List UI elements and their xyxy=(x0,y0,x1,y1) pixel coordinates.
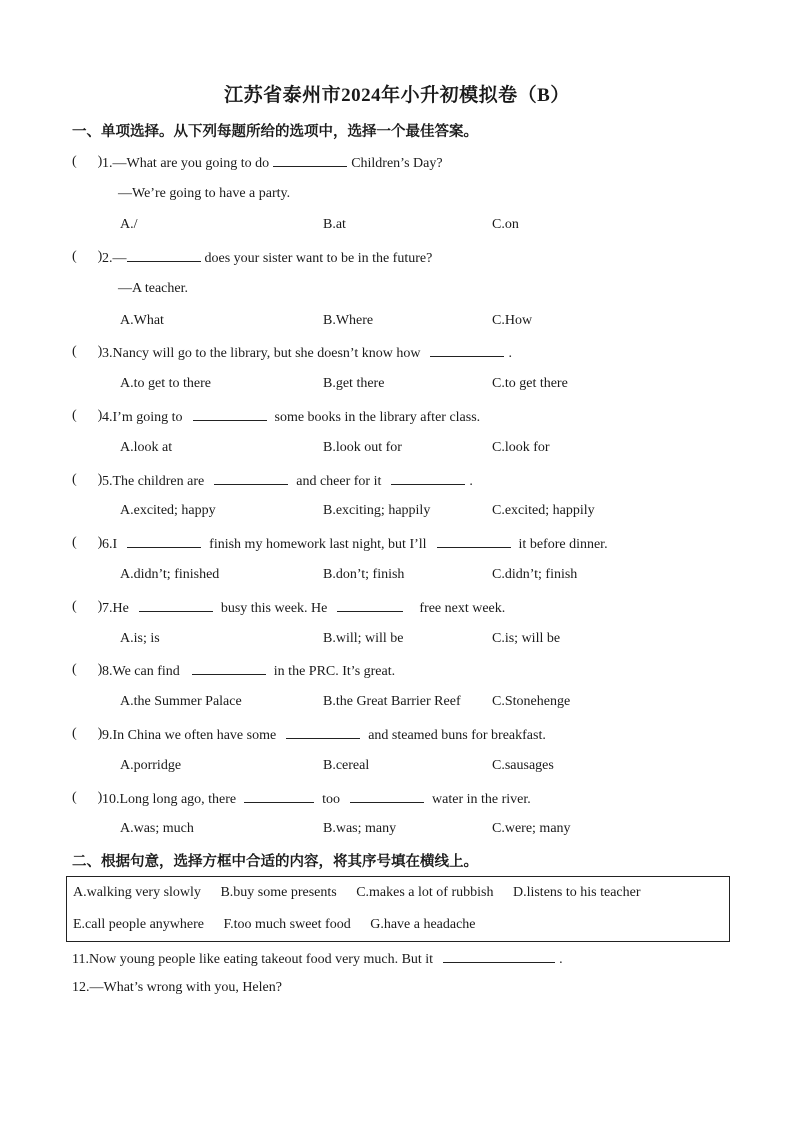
answer-paren[interactable]: ( ) xyxy=(72,790,103,805)
fill-blank[interactable] xyxy=(193,406,267,421)
fill-blank[interactable] xyxy=(350,788,424,803)
option-c: C.to get there xyxy=(492,376,568,391)
fill-blank[interactable] xyxy=(192,660,266,675)
answer-paren[interactable]: ( ) xyxy=(72,726,103,741)
question-text: 8.We can find in the PRC. It’s great. xyxy=(102,660,395,682)
answer-paren[interactable]: ( ) xyxy=(72,535,103,550)
fill-blank[interactable] xyxy=(214,470,288,485)
option-b: B.at xyxy=(323,217,346,232)
option-a: A.excited; happy xyxy=(120,503,216,518)
question-text: 7.He busy this week. He free next week. xyxy=(102,597,505,619)
option-c: C.on xyxy=(492,217,519,232)
option-a: A./ xyxy=(120,217,138,232)
fill-blank[interactable] xyxy=(139,597,213,612)
option-c: C.didn’t; finish xyxy=(492,567,578,582)
fill-blank[interactable] xyxy=(391,470,465,485)
answer-paren[interactable]: ( ) xyxy=(72,249,103,264)
question-11 xyxy=(72,948,563,968)
option-a: A.to get to there xyxy=(120,376,211,391)
word-bank-item: F.too much sweet food xyxy=(223,917,351,932)
option-a: A.the Summer Palace xyxy=(120,694,242,709)
option-c: C.Stonehenge xyxy=(492,694,571,709)
word-bank-item: B.buy some presents xyxy=(220,885,337,900)
option-b: B.look out for xyxy=(323,440,402,455)
page-title: 江苏省泰州市2024年小升初模拟卷（B） xyxy=(224,85,570,106)
fill-blank[interactable] xyxy=(337,597,403,612)
fill-blank[interactable] xyxy=(273,152,347,167)
section1-heading: 一、单项选择。从下列每题所给的选项中，选择一个最佳答案。 xyxy=(72,124,478,140)
option-a: A.porridge xyxy=(120,758,182,773)
word-bank-box xyxy=(66,876,730,942)
reply-text: —A teacher. xyxy=(118,281,188,296)
option-c: C.How xyxy=(492,313,533,328)
question-text: 1.—What are you going to do Children’s Day? xyxy=(102,152,443,174)
question-text: 3.Nancy will go to the library, but she doesn’t know how . xyxy=(102,342,512,364)
option-c: C.were; many xyxy=(492,821,571,836)
option-b: B.exciting; happily xyxy=(323,503,431,518)
fill-blank[interactable] xyxy=(443,948,555,963)
answer-paren[interactable]: ( ) xyxy=(72,662,103,677)
option-c: C.excited; happily xyxy=(492,503,595,518)
answer-paren[interactable]: ( ) xyxy=(72,154,103,169)
period: . xyxy=(559,952,563,967)
option-b: B.get there xyxy=(323,376,385,391)
question-text: 9.In China we often have some and steamed buns for breakfast. xyxy=(102,724,546,746)
question-text: 5.The children are and cheer for it . xyxy=(102,470,473,492)
fill-blank[interactable] xyxy=(244,788,314,803)
option-b: B.was; many xyxy=(323,821,397,836)
question-text: 6.I finish my homework last night, but I’ll it before dinner. xyxy=(102,533,608,555)
option-b: B.Where xyxy=(323,313,374,328)
option-a: A.didn’t; finished xyxy=(120,567,220,582)
option-c: C.sausages xyxy=(492,758,554,773)
fill-blank[interactable] xyxy=(127,247,201,262)
fill-blank[interactable] xyxy=(430,342,504,357)
word-bank-item: G.have a headache xyxy=(370,917,476,932)
question-text: 11.Now young people like eating takeout food very much. But it xyxy=(72,952,434,967)
option-b: B.will; will be xyxy=(323,631,404,646)
option-b: B.cereal xyxy=(323,758,370,773)
answer-paren[interactable]: ( ) xyxy=(72,472,103,487)
question-text: 10.Long long ago, there too water in the river. xyxy=(102,788,531,810)
fill-blank[interactable] xyxy=(286,724,360,739)
word-bank-row-2 xyxy=(73,917,492,933)
option-b: B.the Great Barrier Reef xyxy=(323,694,461,709)
question-text: 4.I’m going to some books in the library after class. xyxy=(102,406,480,428)
word-bank-item: E.call people anywhere xyxy=(73,917,204,932)
word-bank-item: C.makes a lot of rubbish xyxy=(356,885,494,900)
reply-text: —We’re going to have a party. xyxy=(118,186,291,201)
option-a: A.look at xyxy=(120,440,173,455)
word-bank-row-1 xyxy=(73,885,657,901)
option-a: A.What xyxy=(120,313,164,328)
option-a: A.is; is xyxy=(120,631,160,646)
answer-paren[interactable]: ( ) xyxy=(72,344,103,359)
answer-paren[interactable]: ( ) xyxy=(72,408,103,423)
word-bank-item: D.listens to his teacher xyxy=(512,885,641,900)
option-c: C.look for xyxy=(492,440,550,455)
fill-blank[interactable] xyxy=(437,533,511,548)
word-bank-item: A.walking very slowly xyxy=(73,885,201,900)
question-12: 12.—What’s wrong with you, Helen? xyxy=(72,980,282,995)
option-c: C.is; will be xyxy=(492,631,561,646)
question-text: 2.— does your sister want to be in the future? xyxy=(102,247,432,269)
answer-paren[interactable]: ( ) xyxy=(72,599,103,614)
fill-blank[interactable] xyxy=(127,533,201,548)
option-b: B.don’t; finish xyxy=(323,567,405,582)
section2-heading: 二、根据句意，选择方框中合适的内容，将其序号填在横线上。 xyxy=(72,854,478,870)
option-a: A.was; much xyxy=(120,821,194,836)
